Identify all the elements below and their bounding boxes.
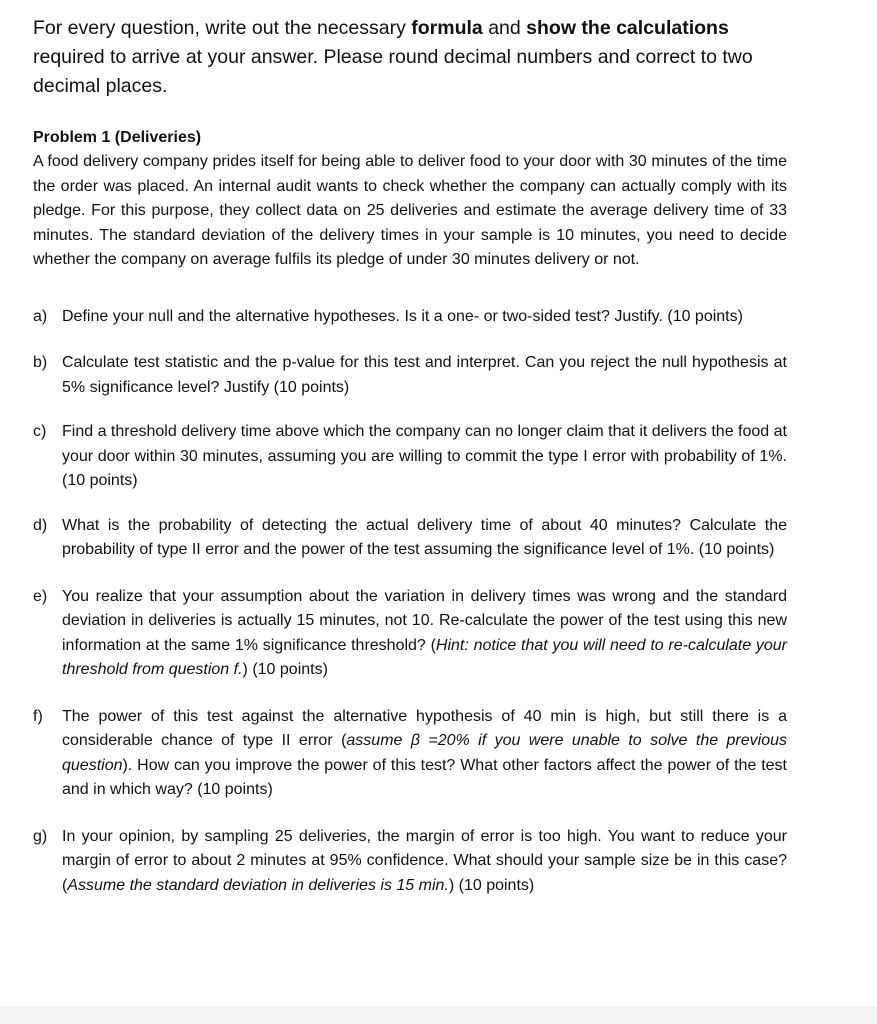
question-d xyxy=(33,514,787,563)
question-text: Find a threshold delivery time above which the company can no longer claim that it delivers the food at your door within 30 minutes, assuming you are willing to commit the type I error with probability of 1%. (10 points) xyxy=(62,423,787,489)
question-points: ) (10 points) xyxy=(242,661,328,678)
question-a xyxy=(33,305,787,330)
question-f xyxy=(33,705,787,803)
question-text: In your opinion, by sampling 25 deliveries, the margin of error is too high. You want to reduce your margin of error to about 2 minutes at 95% confidence. What should your sample size be in this case? ( xyxy=(62,827,787,894)
page-bottom-band xyxy=(0,1006,877,1024)
question-e xyxy=(33,585,787,683)
problem-title: Problem 1 (Deliveries) xyxy=(33,129,202,146)
question-g xyxy=(33,825,787,899)
question-text: You realize that your assumption about the variation in delivery times was wrong and the standard deviation in deliveries is actually 15 minutes, not 10. Re-calculate the power of the test using this new information at the same 1% significance threshold? ( xyxy=(62,587,787,654)
question-letter: c) xyxy=(33,423,47,440)
question-letter: e) xyxy=(33,587,48,605)
question-letter: f) xyxy=(33,707,43,725)
question-letter: a) xyxy=(33,307,48,325)
problem-description: A food delivery company prides itself for being able to deliver food to your door with 30 minutes of the time the order was placed. An internal audit wants to check whether the company can actually comply with its pledge. For this purpose, they collect data on 25 deliveries and estimate the average delivery time of 33 minutes. The standard deviation of the delivery times in your sample is 10 minutes, you need to decide whether the company on average fulfils its pledge of under 30 minutes delivery or not. xyxy=(33,153,787,268)
question-letter: b) xyxy=(33,354,48,371)
question-c xyxy=(33,420,787,494)
question-b xyxy=(33,351,787,400)
question-text: What is the probability of detecting the actual delivery time of about 40 minutes? Calculate the probability of type II error and the power of the test assuming the significance level of 1%. (10 points) xyxy=(62,516,787,558)
instructions-text: For every question, write out the necessary xyxy=(33,17,412,39)
question-letter: g) xyxy=(33,827,48,845)
question-text: The power of this test against the alternative hypothesis of 40 min is high, but still there is a considerable chance of type II error ( xyxy=(62,707,787,749)
question-list xyxy=(33,305,787,899)
question-text: Define your null and the alternative hypotheses. Is it a one- or two-sided test? Justify. (10 points) xyxy=(62,307,743,325)
instructions-bold-calculations: show the calculations xyxy=(526,17,729,39)
question-text: Calculate test statistic and the p-value for this test and interpret. Can you reject the null hypothesis at 5% significance level? Justify (10 points) xyxy=(62,354,787,396)
instructions-paragraph xyxy=(33,14,787,101)
instructions-bold-formula: formula xyxy=(411,17,483,39)
question-text-end: ) (10 points) xyxy=(448,876,535,894)
instructions-text: required to arrive at your answer. Please round decimal numbers and correct to two decimal places. xyxy=(33,46,753,97)
question-text-end: ). How can you improve the power of this test? What other factors affect the power of the test and in which way? (10 points) xyxy=(62,756,787,798)
question-assumption: assume β =20% if you were unable to solve the previous question xyxy=(62,732,787,774)
question-assumption: Assume the standard deviation in deliveries is 15 min. xyxy=(67,876,449,894)
question-letter: d) xyxy=(33,516,48,534)
instructions-text: and xyxy=(482,17,527,39)
question-hint: Hint: notice that you will need to re-calculate your threshold from question f. xyxy=(62,636,788,678)
